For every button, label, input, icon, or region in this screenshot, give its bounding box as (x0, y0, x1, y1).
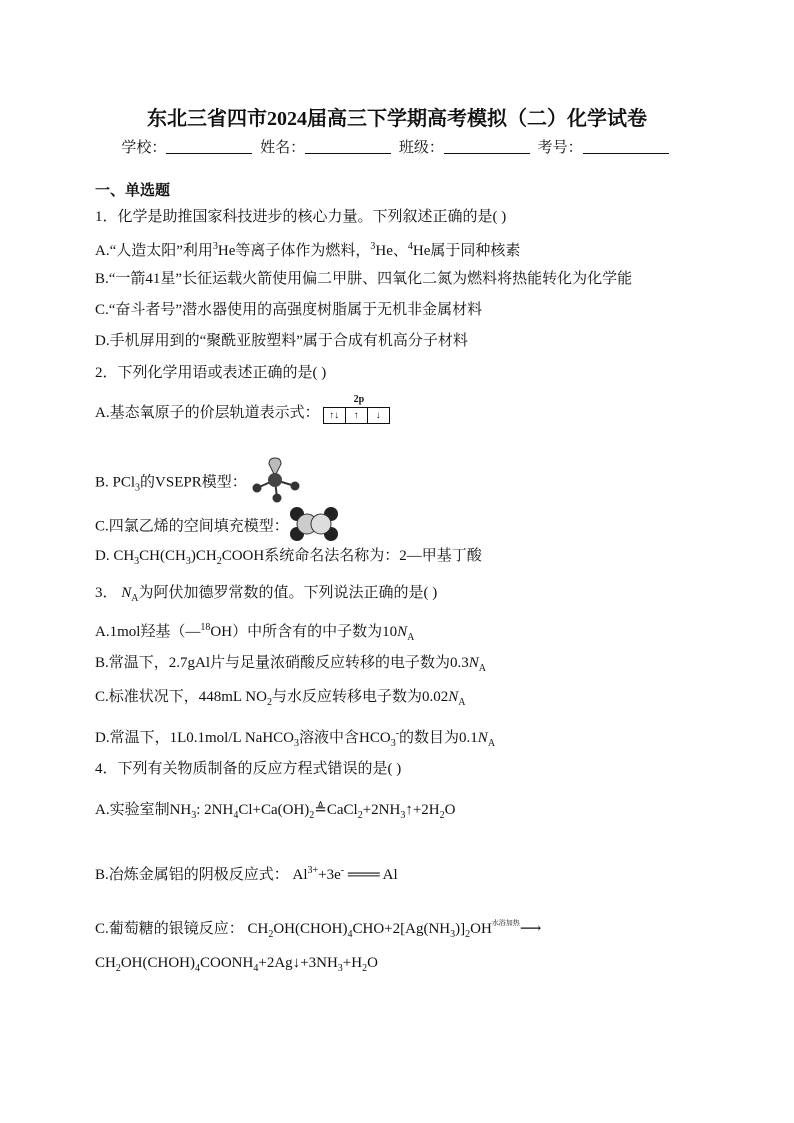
text-segment: O (444, 802, 456, 818)
text-segment: )CH (190, 548, 217, 564)
student-info-line (0, 136, 794, 157)
question-line (95, 800, 455, 826)
text-segment: 2 (216, 556, 222, 567)
text-segment: 4 (195, 963, 201, 974)
text-segment: C.四氯乙烯的空间填充模型： (95, 518, 289, 535)
section-heading: 一、单选题 (95, 183, 171, 199)
text-segment: 2．下列化学用语或表述正确的是( ) (95, 365, 327, 381)
question-line (95, 331, 468, 351)
text-segment: 2 (362, 963, 368, 974)
text-segment: N (448, 689, 459, 705)
text-segment: 3 (191, 810, 197, 821)
text-segment: A.基态氧原子的价层轨道表示式： (95, 405, 320, 421)
question-line (95, 759, 401, 779)
text-segment: +H (342, 955, 363, 971)
question-line (95, 393, 390, 424)
text-segment: OH(CHOH) (120, 955, 196, 971)
text-segment: — (185, 624, 201, 640)
text-segment: A (407, 632, 415, 643)
text-segment: 4 (407, 241, 413, 252)
text-segment: A (131, 593, 139, 604)
text-segment: Cl+Ca(OH) (238, 802, 310, 818)
text-segment: A.“人造太阳”利用 (95, 243, 213, 259)
text-segment: OH）中所含有的中子数为10 (210, 624, 398, 640)
text-segment: - (340, 865, 345, 876)
text-segment: OH(CHOH) (273, 921, 348, 937)
text-segment: D. CH (95, 548, 135, 564)
text-segment: 4．下列有关物质制备的反应方程式错误的是( ) (95, 761, 402, 777)
text-segment: )] (455, 921, 466, 937)
orbital-box: ↑ (345, 407, 368, 424)
text-segment: A (478, 663, 487, 674)
school-blank (166, 139, 252, 154)
text-segment: 3 (337, 963, 343, 974)
question-line (95, 653, 486, 679)
text-segment: +3e (318, 867, 341, 883)
question-line (95, 687, 465, 713)
text-segment: 3+ (307, 865, 319, 876)
text-segment: 3 (135, 482, 141, 494)
text-segment: - (395, 728, 400, 739)
text-segment: C.标准状况下，448mL NO (95, 689, 267, 705)
text-segment: ↑+2H (405, 802, 440, 818)
question-line (95, 300, 482, 320)
text-segment: A.1mol羟基（ (95, 624, 186, 640)
text-segment: 3 (370, 241, 376, 252)
orbital-label: 2p (353, 393, 365, 405)
text-segment: 3 (185, 556, 191, 567)
space-filling-model-image (289, 506, 339, 548)
text-segment: CHO+2[Ag(NH (352, 921, 451, 937)
text-segment: 2 (115, 963, 121, 974)
question-line (95, 724, 495, 754)
text-segment: 2 (357, 810, 363, 821)
text-segment: B.冶炼金属铝的阴极反应式： Al (95, 867, 308, 883)
text-segment: He属于同种核素 (412, 243, 521, 259)
text-segment: 的VSEPR模型： (140, 474, 247, 491)
question-line (95, 861, 398, 885)
text-segment: D.常温下，1L0.1mol/L NaHCO (95, 730, 295, 746)
text-segment: 18 (200, 622, 211, 633)
page-title: 东北三省四市2024届高三下学期高考模拟（二）化学试卷 (147, 108, 647, 130)
school-label: 学校： (121, 140, 167, 156)
text-segment: He、 (375, 243, 408, 259)
text-segment: CaCl (326, 802, 358, 818)
text-segment: : 2NH (196, 802, 234, 818)
text-segment: +2Ag↓+3NH (258, 955, 338, 971)
text-segment: 的数目为0.1 (399, 730, 478, 746)
text-segment: A (458, 697, 466, 708)
text-segment: C.葡萄糖的银镜反应： CH (95, 921, 269, 937)
class-blank (444, 139, 530, 154)
text-segment: 2 (465, 929, 471, 940)
orbital-box: ↓ (367, 407, 390, 424)
text-segment: ≜ (314, 802, 327, 818)
name-blank (305, 139, 391, 154)
text-segment: N (477, 730, 488, 746)
question-line (95, 618, 414, 648)
question-line (95, 454, 307, 512)
text-segment: 3 (400, 810, 406, 821)
text-segment: 3 (390, 738, 396, 749)
question-line (95, 363, 326, 383)
vsepr-model-image (247, 454, 307, 512)
text-segment: COOH系统命名法名称为：2—甲基丁酸 (221, 548, 482, 564)
question-line (95, 506, 339, 548)
text-segment: A.实验室制NH (95, 802, 192, 818)
text-segment: 3 (294, 738, 300, 749)
text-segment: C.“奋斗者号”潜水器使用的高强度树脂属于无机非金属材料 (95, 302, 483, 318)
orbital-box: ↑↓ (323, 407, 346, 424)
text-segment: 3． (95, 585, 122, 601)
text-segment: 水浴加热 (491, 919, 520, 927)
text-segment: 2 (309, 810, 315, 821)
text-segment: OH (470, 921, 492, 937)
name-label: 姓名： (260, 140, 306, 156)
text-segment: N (468, 655, 479, 671)
text-segment: D.手机屏用到的“聚酰亚胺塑料”属于合成有机高分子材料 (95, 333, 468, 349)
text-segment: N (397, 624, 408, 640)
text-segment: 4 (253, 963, 259, 974)
text-segment: 与水反应转移电子数为0.02 (271, 689, 449, 705)
question-line (95, 237, 520, 261)
question-line (95, 583, 437, 609)
text-segment: 3 (134, 556, 140, 567)
text-segment: A (487, 738, 496, 749)
question-line (95, 269, 632, 289)
text-segment: B. PCl (95, 474, 136, 491)
question-line (95, 207, 506, 227)
text-segment: He等离子体作为燃料， (217, 243, 371, 259)
text-segment: 4 (347, 929, 353, 940)
text-segment: 2 (439, 810, 445, 821)
text-segment: 2 (268, 929, 274, 940)
text-segment: 1．化学是助推国家科技进步的核心力量。下列叙述正确的是( ) (95, 209, 507, 225)
question-line (95, 546, 482, 572)
text-segment: COONH (200, 955, 254, 971)
text-segment: 3 (450, 929, 456, 940)
text-segment: 2 (266, 697, 272, 708)
exam-number-blank (583, 139, 669, 154)
class-label: 班级： (398, 140, 444, 156)
text-segment: CH(CH (139, 548, 186, 564)
text-segment: 为阿伏加德罗常数的值。下列说法正确的是( ) (138, 585, 438, 601)
text-segment: CH (95, 955, 116, 971)
text-segment: ⟶ (519, 921, 542, 937)
question-line (95, 953, 378, 979)
text-segment: B.常温下，2.7gAl片与足量浓硝酸反应转移的电子数为0.3 (95, 655, 469, 671)
text-segment: ═══ Al (344, 867, 398, 883)
text-segment: 3 (212, 241, 218, 252)
text-segment: +2NH (362, 802, 401, 818)
text-segment: N (121, 585, 132, 601)
text-segment: O (367, 955, 378, 971)
text-segment: 溶液中含HCO (299, 730, 391, 746)
text-segment: B.“一箭41星”长征运载火箭使用偏二甲肼、四氧化二氮为燃料将热能转化为化学能 (95, 271, 633, 287)
question-line (95, 913, 541, 945)
orbital-diagram (324, 393, 390, 424)
exam-number-label: 考号： (537, 140, 583, 156)
text-segment: 4 (233, 810, 239, 821)
